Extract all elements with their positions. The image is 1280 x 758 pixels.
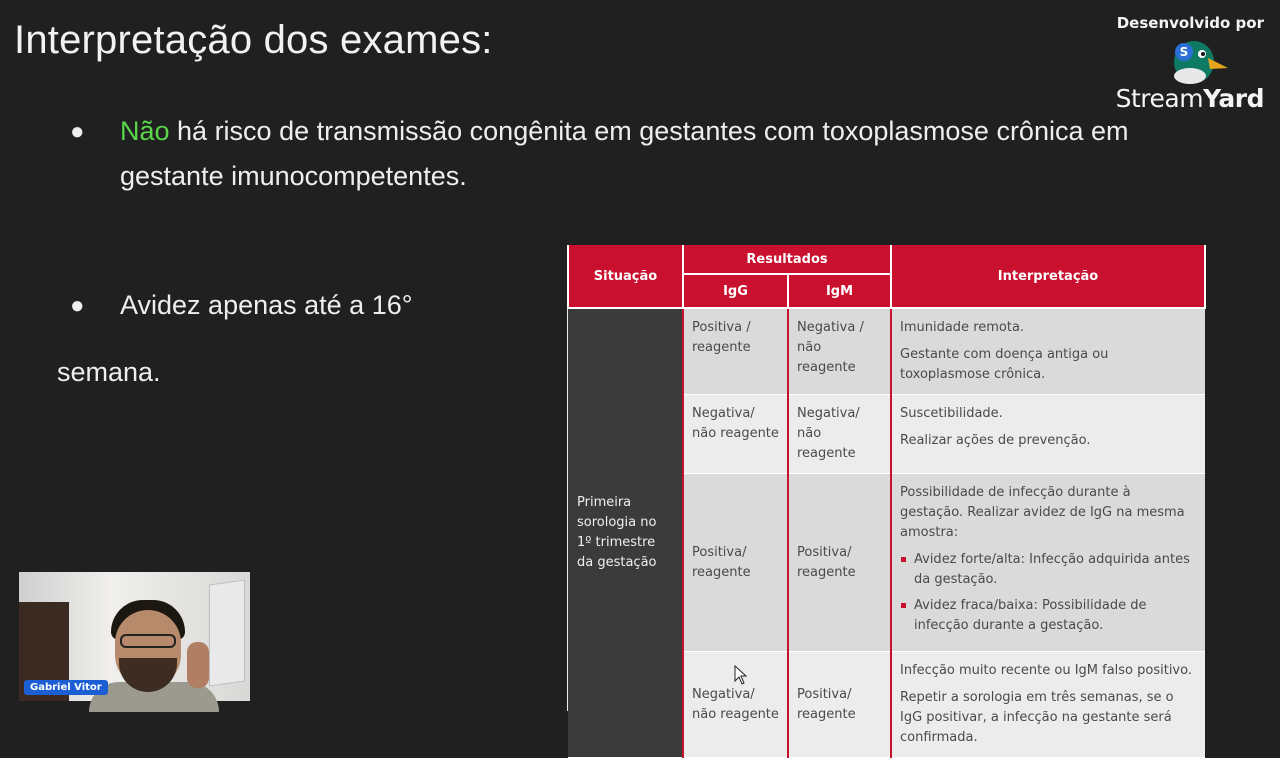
- igg-cell: Positiva/ reagente: [683, 474, 788, 652]
- igg-cell: Negativa/ não reagente: [683, 652, 788, 758]
- interpretation-cell: Infecção muito recente ou IgM falso positivo. Repetir a sorologia em três semanas, se o IgG positivar, a infecção na gestante será confirmada.: [891, 652, 1205, 758]
- igm-cell: Positiva/ reagente: [788, 652, 891, 758]
- webcam-whiteboard: [209, 579, 245, 686]
- igm-cell: Negativa / não reagente: [788, 308, 891, 395]
- bullet-item-avidity: [70, 283, 413, 328]
- branding: [1114, 14, 1264, 113]
- developed-by-label: Desenvolvido por: [1116, 14, 1264, 32]
- interpretation-cell: Possibilidade de infecção durante à gestação. Realizar avidez de IgG na mesma amostra: Avidez forte/alta: Infecção adquirida antes da gestação. Avidez fraca/baixa: Possibilidade de infecção durante a gestação.: [891, 474, 1205, 652]
- presenter-hand: [187, 642, 209, 688]
- interpretation-cell: Suscetibilidade. Realizar ações de prevenção.: [891, 395, 1205, 474]
- list-item: Avidez fraca/baixa: Possibilidade de infecção durante a gestação.: [914, 596, 1197, 636]
- bullet-text: [70, 109, 1160, 199]
- bullet-emphasis: Não: [120, 116, 170, 146]
- header-situation: Situação: [568, 245, 683, 308]
- streamyard-wordmark: StreamYard: [1115, 84, 1264, 113]
- igm-cell: Negativa/ não reagente: [788, 395, 891, 474]
- red-square-bullet-icon: [901, 603, 906, 608]
- participant-name-tag: Gabriel Vitor: [24, 680, 108, 695]
- red-square-bullet-icon: [901, 557, 906, 562]
- webcam-feed: [19, 572, 250, 701]
- igg-cell: Negativa/ não reagente: [683, 395, 788, 474]
- list-item: Avidez forte/alta: Infecção adquirida antes da gestação.: [914, 550, 1197, 590]
- bullet-body: há risco de transmissão congênita em gestantes com toxoplasmose crônica em gestante imunocompetentes.: [120, 116, 1129, 191]
- bullet-continuation: semana.: [57, 357, 161, 387]
- mouse-cursor-icon: [734, 665, 748, 685]
- duck-logo-icon: [1170, 38, 1230, 88]
- header-interpretation: Interpretação: [891, 245, 1205, 308]
- bullet-dot-icon: ●: [70, 118, 85, 145]
- presenter-glasses: [120, 634, 176, 648]
- igm-cell: Positiva/ reagente: [788, 474, 891, 652]
- svg-text:S: S: [1179, 45, 1189, 59]
- serology-table-image: [567, 245, 1204, 745]
- header-igm: IgM: [788, 274, 891, 308]
- igg-cell: Positiva / reagente: [683, 308, 788, 395]
- table-row: [568, 308, 1205, 395]
- situation-cell: Primeira sorologia no 1º trimestre da gestação: [568, 308, 683, 758]
- header-results: Resultados: [683, 245, 891, 274]
- serology-table: [567, 245, 1206, 758]
- header-igg: IgG: [683, 274, 788, 308]
- avidity-list: [900, 550, 1197, 636]
- slide-title: Interpretação dos exames:: [14, 18, 493, 62]
- bullet-body: Avidez apenas até a 16°: [120, 290, 413, 320]
- bullet-dot-icon: ●: [70, 292, 85, 319]
- streamyard-logo: [1114, 38, 1264, 88]
- interpretation-cell: Imunidade remota. Gestante com doença antiga ou toxoplasmose crônica.: [891, 308, 1205, 395]
- bullet-item-transmission: [70, 109, 1160, 199]
